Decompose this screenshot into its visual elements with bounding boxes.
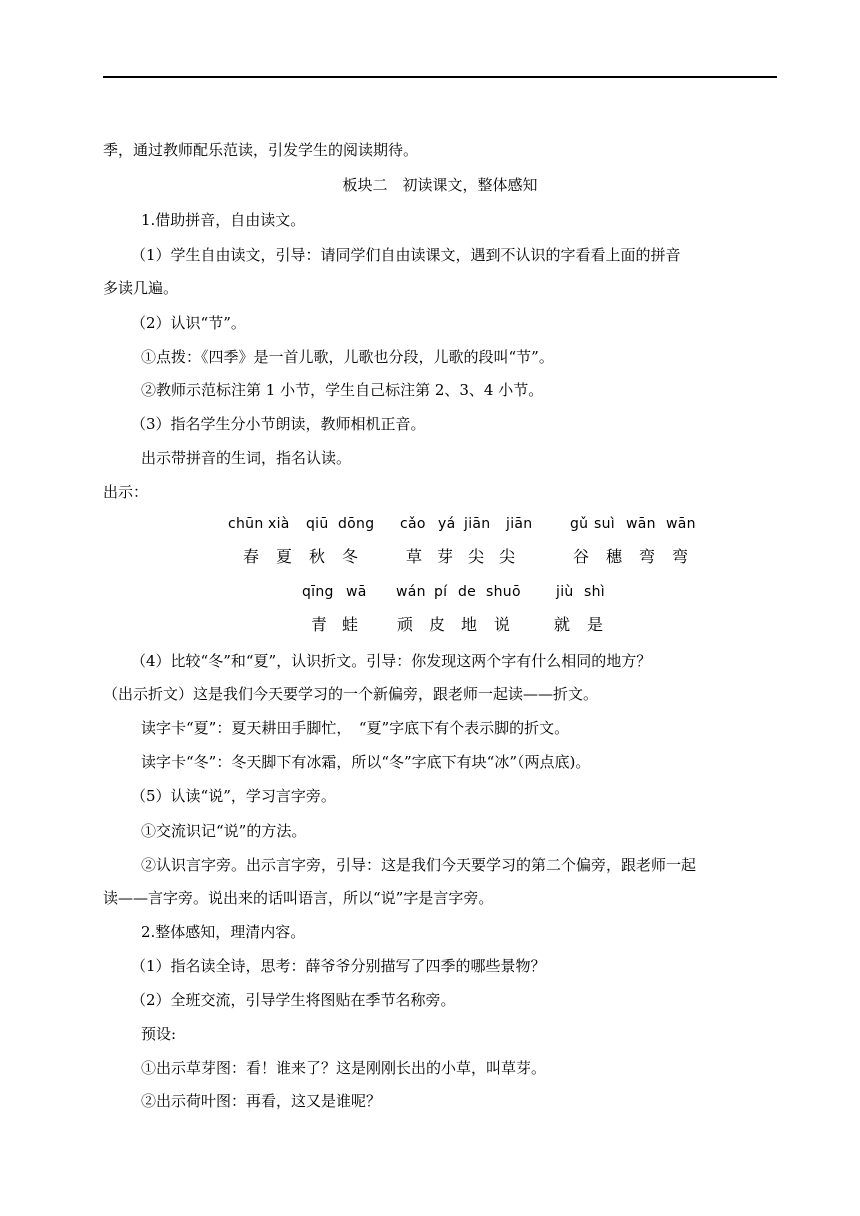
- pinyin: dōng: [338, 516, 375, 532]
- pinyin: xià: [268, 516, 290, 532]
- paragraph-line: 读字卡“冬”：冬天脚下有冰霜，所以“冬”字底下有块“冰”（两点底)。: [141, 753, 591, 771]
- paragraph-line: （5）认读“说”，学习言字旁。: [131, 787, 336, 805]
- character: 皮: [429, 615, 446, 634]
- pinyin: yá: [438, 516, 456, 532]
- character: 尖: [468, 547, 485, 566]
- pinyin: gǔ: [570, 516, 589, 532]
- paragraph-line: ②教师示范标注第 1 小节，学生自己标注第 2、3、4 小节。: [141, 381, 544, 399]
- pinyin: qīng: [302, 584, 334, 600]
- pinyin: qiū: [306, 516, 329, 532]
- pinyin: wán: [396, 584, 426, 600]
- paragraph-line: （1）学生自由读文，引导：请同学们自由读课文，遇到不认识的字看看上面的拼音: [131, 246, 681, 264]
- paragraph-line: （1）指名读全诗，思考：薛爷爷分别描写了四季的哪些景物？: [131, 957, 546, 975]
- character: 说: [494, 615, 511, 634]
- character: 蛙: [342, 615, 359, 634]
- pinyin: pí: [434, 584, 448, 600]
- character: 顽: [397, 615, 414, 634]
- pinyin: wān: [626, 516, 656, 532]
- pinyin-row-2: [302, 582, 614, 602]
- pinyin: wā: [346, 584, 367, 600]
- paragraph-line: 出示：: [103, 483, 149, 501]
- paragraph-line: 读字卡“夏”：夏天耕田手脚忙， “夏”字底下有个表示脚的折文。: [141, 719, 570, 737]
- pinyin: suì: [594, 516, 615, 532]
- character: 芽: [437, 547, 454, 566]
- character: 穗: [606, 547, 623, 566]
- pinyin: jiān: [464, 516, 491, 532]
- paragraph-line: ②出示荷叶图：再看，这又是谁呢？: [141, 1092, 382, 1110]
- pinyin: de: [458, 584, 477, 600]
- paragraph-line: ①出示草芽图：看！谁来了？这是刚刚长出的小草，叫草芽。: [141, 1059, 547, 1077]
- paragraph-line: （出示折文）这是我们今天要学习的一个新偏旁，跟老师一起读——折文。: [103, 685, 599, 703]
- character: 春: [243, 547, 260, 566]
- character: 秋: [309, 547, 326, 566]
- paragraph-line: 读——言字旁。说出来的话叫语言，所以“说”字是言字旁。: [103, 889, 494, 907]
- paragraph-line: ②认识言字旁。出示言字旁，引导：这是我们今天要学习的第二个偏旁，跟老师一起: [141, 856, 697, 874]
- pinyin: jiān: [506, 516, 533, 532]
- character: 是: [587, 615, 604, 634]
- character: 冬: [342, 547, 359, 566]
- character: 草: [406, 547, 423, 566]
- paragraph-line: 2.整体感知，理清内容。: [141, 923, 306, 941]
- paragraph-line: 季，通过教师配乐范读，引发学生的阅读期待。: [103, 141, 419, 159]
- paragraph-line: ①点拨：《四季》是一首儿歌，儿歌也分段，儿歌的段叫“节”。: [141, 348, 554, 366]
- character: 地: [461, 615, 478, 634]
- header-rule: [103, 76, 777, 78]
- pinyin: chūn: [228, 516, 264, 532]
- character-row-2: [311, 615, 607, 635]
- character: 青: [311, 615, 328, 634]
- pinyin: shuō: [486, 584, 521, 600]
- character-row-1: [243, 547, 705, 567]
- pinyin: jiù: [556, 584, 574, 600]
- character: 尖: [499, 547, 516, 566]
- character: 谷: [573, 547, 590, 566]
- paragraph-line: （2）全班交流，引导学生将图贴在季节名称旁。: [131, 991, 456, 1009]
- character: 就: [554, 615, 571, 634]
- paragraph-line: （4）比较“冬”和“夏”，认识折文。引导：你发现这两个字有什么相同的地方？: [131, 652, 652, 670]
- section-heading: 板块二 初读课文，整体感知: [342, 176, 538, 194]
- pinyin: wān: [666, 516, 696, 532]
- paragraph-line: 出示带拼音的生词，指名认读。: [141, 449, 352, 467]
- paragraph-line: 多读几遍。: [103, 279, 179, 297]
- pinyin: shì: [584, 584, 605, 600]
- character: 夏: [276, 547, 293, 566]
- paragraph-line: 预设:: [141, 1025, 177, 1043]
- paragraph-line: 1.借助拼音，自由读文。: [141, 211, 306, 229]
- pinyin-row-1: [228, 514, 698, 534]
- pinyin: cǎo: [400, 516, 426, 532]
- paragraph-line: （3）指名学生分小节朗读，教师相机正音。: [131, 415, 426, 433]
- character: 弯: [672, 547, 689, 566]
- paragraph-line: ①交流识记“说”的方法。: [141, 822, 307, 840]
- paragraph-line: （2）认识“节”。: [131, 314, 246, 332]
- character: 弯: [639, 547, 656, 566]
